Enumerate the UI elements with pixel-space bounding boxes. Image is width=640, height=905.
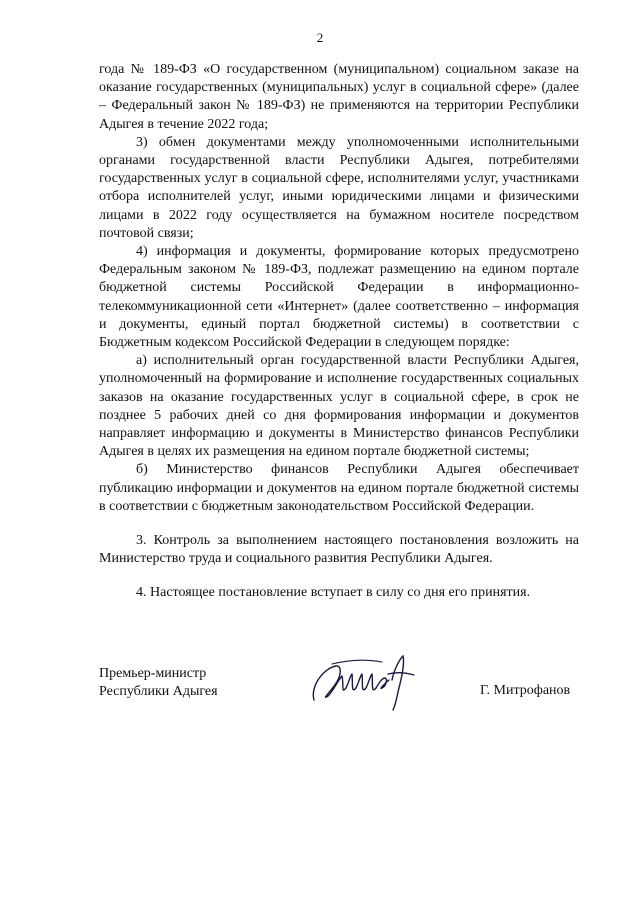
- paragraph-item-4: 4) информация и документы, формирование которых предусмотрено Федеральным законом № 189-ФЗ, подлежат размещению на едином портале бюджетной системы Российской Федерации в информационно-телекоммуникационной сети «Интернет» (далее соответственно – информация и документы, единый портал бюджетной системы) в соответствии с Бюджетным кодексом Российской Федерации в следующем порядке:: [99, 244, 579, 351]
- paragraph-continuation: года № 189-ФЗ «О государственном (муниципальном) социальном заказе на оказание государственных (муниципальных) услуг в социальной сфере» (далее – Федеральный закон № 189-ФЗ) не применяются на территории Республики Адыгея в течение 2022 года;: [99, 62, 579, 132]
- signatory-title-line-1: Премьер-министр: [99, 666, 207, 681]
- page-number: 2: [316, 30, 324, 45]
- paragraph-subitem-b: б) Министерство финансов Республики Адыгея обеспечивает публикацию информации и документов на едином портале бюджетной системы в соответствии с бюджетным законодательством Российской Федерации.: [99, 462, 579, 514]
- signatory-name: Г. Митрофанов: [480, 683, 571, 698]
- handwritten-signature: [308, 650, 420, 712]
- signatory-title: [99, 665, 218, 701]
- paragraph-clause-3: 3. Контроль за выполнением настоящего постановления возложить на Министерство труда и социального развития Республики Адыгея.: [99, 533, 579, 567]
- signatory-title-line-2: Республики Адыгея: [99, 684, 218, 699]
- paragraph-subitem-a: а) исполнительный орган государственной власти Республики Адыгея, уполномоченный на формирование и исполнение государственных социальных заказов на оказание государственных услуг в социальной сфере, в срок не позднее 5 рабочих дней со дня формирования информации и документов направляет информацию и документы в Министерство финансов Республики Адыгея в целях их размещения на едином портале бюджетной системы;: [99, 353, 579, 460]
- document-body: [99, 61, 579, 603]
- paragraph-item-3: 3) обмен документами между уполномоченными исполнительными органами государственной власти Республики Адыгея, потребителями государственных услуг в социальной сфере, исполнителями услуг, участниками отбора исполнителей услуг, иными юридическими лицами и физическими лицами в 2022 году осуществляется на бумажном носителе посредством почтовой связи;: [99, 134, 579, 241]
- paragraph-clause-4: 4. Настоящее постановление вступает в силу со дня его принятия.: [136, 585, 531, 601]
